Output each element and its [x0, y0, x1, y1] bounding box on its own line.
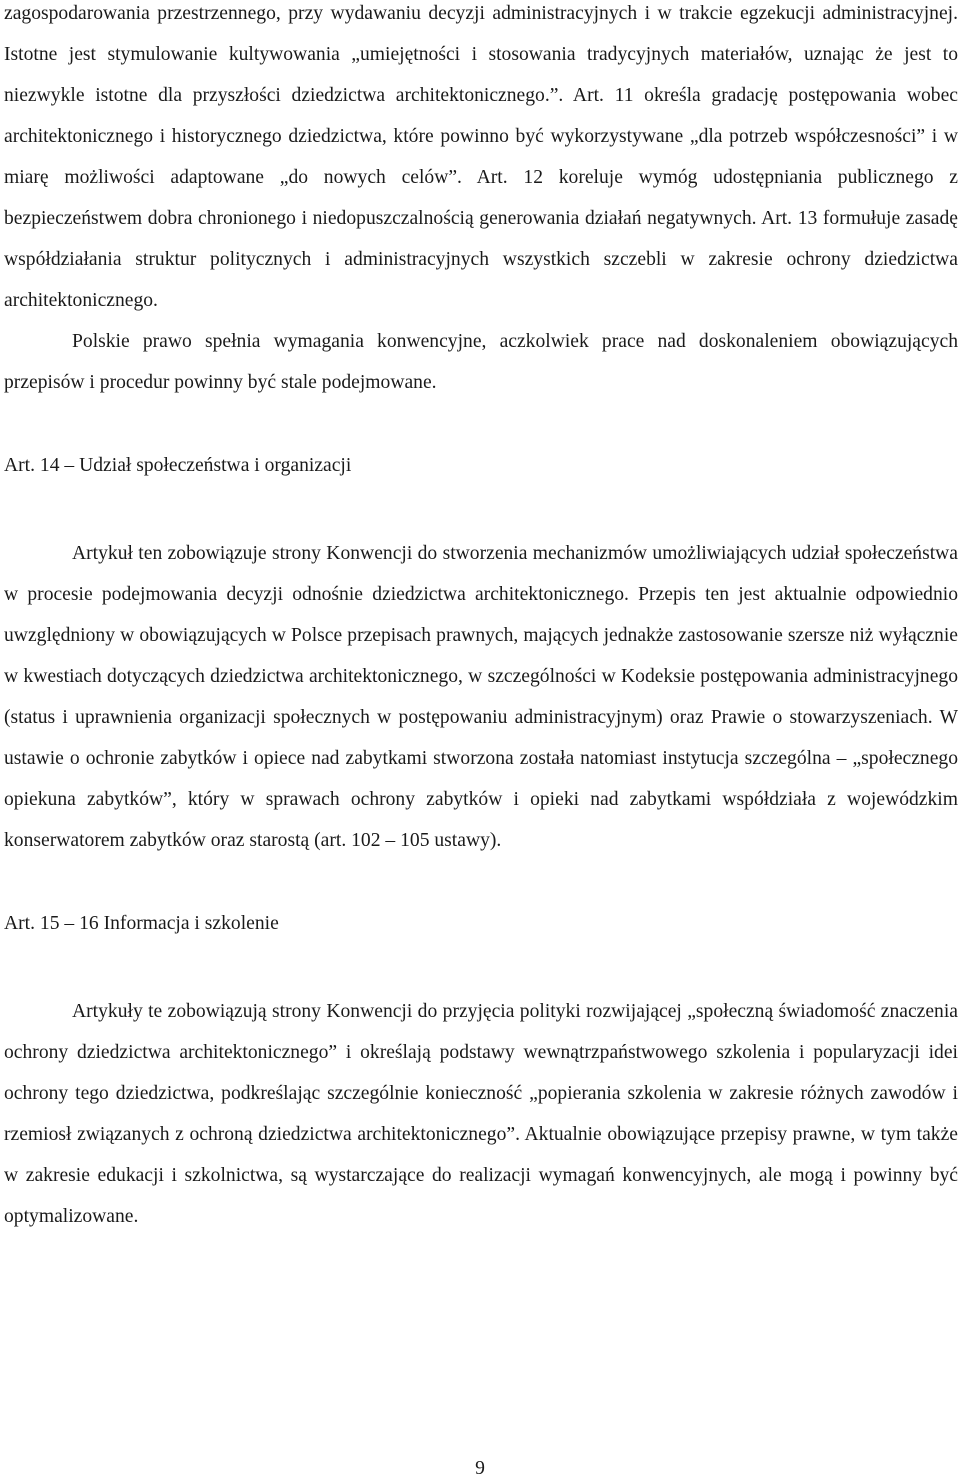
paragraph-art-11-13: zagospodarowania przestrzennego, przy wydawaniu decyzji administracyjnych i w trakcie egzekucji administracyjnej. Istotne jest stymulowanie kultywowania „umiejętności i stosowania tradycyjnych materiałów, uznając że jest to niezwykle istotne dla przyszłości dziedzictwa architektonicznego.”. Art. 11 określa gradację postępowania wobec architektonicznego i historycznego dziedzictwa, które powinno być wykorzystywane „dla potrzeb współczesności” i w miarę możliwości adaptowane „do nowych celów”. Art. 12 koreluje wymóg udostępniania publicznego z bezpieczeństwem dobra chronionego i niedopuszczalnością generowania działań negatywnych. Art. 13 formułuje zasadę współdziałania struktur politycznych i administracyjnych wszystkich szczebli w zakresie ochrony dziedzictwa architektonicznego.: [4, 3, 958, 311]
paragraph-art-15-16: Artykuły te zobowiązują strony Konwencji do przyjęcia polityki rozwijającej „społeczną świadomość znaczenia ochrony dziedzictwa architektonicznego” i określają podstawy wewnątrzpaństwowego szkolenia i popularyzacji idei ochrony tego dziedzictwa, podkreślając szczególnie konieczność „popierania szkolenia w zakresie różnych zawodów i rzemiosł związanych z ochroną dziedzictwa architektonicznego”. Aktualnie obowiązujące przepisy prawne, w tym także w zakresie edukacji i szkolnictwa, są wystarczające do realizacji wymagań konwencyjnych, ale mogą i powinny być optymalizowane.: [4, 1001, 958, 1227]
paragraph-polish-law: Polskie prawo spełnia wymagania konwencyjne, aczkolwiek prace nad doskonaleniem obowiązujących przepisów i procedur powinny być stale podejmowane.: [4, 331, 958, 393]
heading-art-14: Art. 14 – Udział społeczeństwa i organizacji: [4, 455, 352, 476]
document-page: [4, 0, 958, 1237]
heading-art-15-16: Art. 15 – 16 Informacja i szkolenie: [4, 913, 279, 934]
page-number: 9: [475, 1458, 485, 1479]
paragraph-art-14: Artykuł ten zobowiązuje strony Konwencji do stworzenia mechanizmów umożliwiających udział społeczeństwa w procesie podejmowania decyzji odnośnie dziedzictwa architektonicznego. Przepis ten jest aktualnie odpowiednio uwzględniony w obowiązujących w Polsce przepisach prawnych, mających jednakże zastosowanie szersze niż wyłącznie w kwestiach dotyczących dziedzictwa architektonicznego, w szczególności w Kodeksie postępowania administracyjnego (status i uprawnienia organizacji społecznych w postępowaniu administracyjnym) oraz Prawie o stowarzyszeniach. W ustawie o ochronie zabytków i opiece nad zabytkami stworzona została natomiast instytucja szczególna – „społecznego opiekuna zabytków”, który w sprawach ochrony zabytków i opieki nad zabytkami współdziała z wojewódzkim konserwatorem zabytków oraz starostą (art. 102 – 105 ustawy).: [4, 543, 958, 851]
